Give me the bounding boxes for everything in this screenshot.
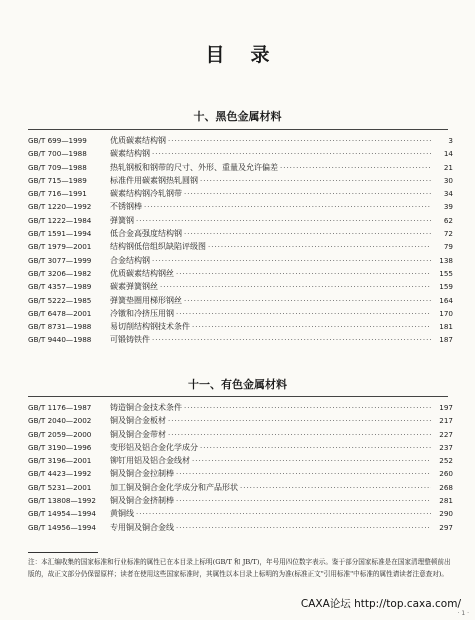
toc-entry — [28, 214, 453, 227]
standard-code: GB/T 9440—1988 — [28, 335, 92, 345]
dot-leader — [168, 135, 431, 148]
toc-entry — [28, 441, 453, 454]
standard-code: GB/T 5231—2001 — [28, 482, 92, 492]
entry-title: 碳素弹簧钢丝 — [110, 282, 158, 292]
entry-title: 铜及铜合金板材 — [110, 416, 166, 426]
toc-entry — [28, 320, 453, 333]
standard-code: GB/T 4423—1992 — [28, 469, 92, 479]
page-number: 138 — [439, 255, 453, 265]
toc-entry — [28, 147, 453, 160]
standard-code: GB/T 3206—1982 — [28, 268, 92, 278]
section-heading-ferrous: 十、黑色金属材料 — [193, 110, 282, 123]
dot-leader — [160, 281, 431, 294]
dot-leader — [168, 429, 431, 442]
page-number: 21 — [443, 162, 453, 172]
standard-code: GB/T 1979—2001 — [28, 242, 92, 252]
standard-code: GB/T 6478—2001 — [28, 308, 92, 318]
standard-code: GB/T 3077—1999 — [28, 255, 92, 265]
entry-title: 铜及铜合金拉制棒 — [110, 469, 174, 479]
entry-title: 冷镦和冷挤压用钢 — [110, 308, 174, 318]
entry-title: 合金结构钢 — [110, 255, 150, 265]
dot-leader — [152, 334, 431, 347]
page-number: 79 — [443, 242, 453, 252]
toc-entry — [28, 414, 453, 427]
dot-leader — [184, 188, 431, 201]
toc-entry — [28, 134, 453, 147]
toc-list-ferrous — [28, 134, 453, 347]
toc-entry — [28, 428, 453, 441]
entry-title: 铜及铜合金带材 — [110, 429, 166, 439]
page-number: 260 — [439, 469, 453, 479]
dot-leader — [240, 482, 431, 495]
entry-title: 优质碳素结构钢丝 — [110, 268, 174, 278]
dot-leader — [184, 295, 431, 308]
dot-leader — [168, 415, 431, 428]
entry-title: 黄铜线 — [110, 509, 134, 519]
dot-leader — [176, 468, 431, 481]
dot-leader — [192, 455, 431, 468]
page-number: 14 — [443, 149, 453, 159]
entry-title: 加工铜及铜合金化学成分和产品形状 — [110, 482, 238, 492]
section-rule-ferrous — [28, 129, 448, 130]
page-number: 155 — [439, 268, 453, 278]
section-rule-nonferrous — [28, 396, 448, 397]
standard-code: GB/T 1176—1987 — [28, 403, 92, 412]
standard-code: GB/T 5222—1985 — [28, 295, 92, 305]
toc-entry — [28, 494, 453, 507]
toc-entry — [28, 187, 453, 200]
toc-entry — [28, 401, 453, 414]
toc-entry — [28, 280, 453, 293]
toc-entry — [28, 240, 453, 253]
standard-code: GB/T 14956—1994 — [28, 522, 96, 532]
standard-code: GB/T 709—1988 — [28, 162, 87, 172]
toc-entry — [28, 174, 453, 187]
page-number: 268 — [439, 482, 453, 492]
dot-leader — [152, 148, 431, 161]
toc-entry — [28, 333, 453, 346]
toc-entry — [28, 267, 453, 280]
toc-list-nonferrous — [28, 401, 453, 534]
page-number: 252 — [439, 456, 453, 466]
page-number: 290 — [439, 509, 453, 519]
standard-code: GB/T 13808—1992 — [28, 496, 96, 506]
entry-title: 标准件用碳素钢热轧圆钢 — [110, 175, 198, 185]
standard-code: GB/T 2040—2002 — [28, 416, 92, 426]
toc-entry — [28, 307, 453, 320]
page-number: 39 — [443, 202, 453, 212]
footnote-rule — [28, 552, 98, 553]
toc-entry — [28, 507, 453, 520]
toc-entry — [28, 200, 453, 213]
toc-entry — [28, 254, 453, 267]
entry-title: 变形铝及铝合金化学成分 — [110, 442, 198, 452]
standard-code: GB/T 2059—2000 — [28, 429, 92, 439]
dot-leader — [184, 402, 431, 415]
dot-leader — [176, 522, 431, 535]
page-number: 227 — [439, 429, 453, 439]
standard-code: GB/T 1220—1992 — [28, 202, 92, 212]
page-number: 297 — [439, 522, 453, 532]
entry-title: 专用铜及铜合金线 — [110, 522, 174, 532]
dot-leader — [184, 228, 431, 241]
page-number: · 1 · — [457, 610, 469, 617]
dot-leader — [280, 162, 431, 175]
page-number: 62 — [443, 215, 453, 225]
entry-title: 结构钢低倍组织缺陷评级图 — [110, 242, 206, 252]
dot-leader — [200, 442, 431, 455]
page-number: 72 — [443, 229, 453, 239]
footnote: 注：本汇编收集的国家标准和行业标准的属性已在本目录上标明(GB/T 和 JB/T)，年号用四位数字表示。鉴于部分国家标准是在国家清理整顿前出版的，故正文部分仍保留原样；读者在使用这些国家标准时，其属性以本目录上标明的为准(标准正文"引用标准"中标准的属性请读者注意查对)。 — [28, 558, 451, 578]
standard-code: GB/T 715—1989 — [28, 175, 87, 185]
page-number: 187 — [439, 335, 453, 345]
entry-title: 碳素结构钢冷轧钢带 — [110, 189, 182, 199]
page-number: 3 — [448, 136, 453, 145]
dot-leader — [176, 308, 431, 321]
toc-entry — [28, 454, 453, 467]
toc-entry — [28, 481, 453, 494]
entry-title: 碳素结构钢 — [110, 149, 150, 159]
entry-title: 不锈钢棒 — [110, 202, 142, 212]
page-number: 159 — [439, 282, 453, 292]
entry-title: 易切削结构钢技术条件 — [110, 322, 190, 332]
toc-entry — [28, 294, 453, 307]
watermark: CAXA论坛 http://top.caxa.com/ — [300, 598, 461, 610]
page-number: 164 — [439, 295, 453, 305]
toc-entry — [28, 467, 453, 480]
section-heading-nonferrous: 十一、有色金属材料 — [188, 378, 287, 391]
dot-leader — [144, 201, 431, 214]
page-number: 170 — [439, 308, 453, 318]
toc-entry — [28, 227, 453, 240]
standard-code: GB/T 699—1999 — [28, 136, 87, 145]
entry-title: 弹簧垫圈用梯形钢丝 — [110, 295, 182, 305]
standard-code: GB/T 3190—1996 — [28, 442, 92, 452]
entry-title: 可锻铸铁件 — [110, 335, 150, 345]
page-number: 237 — [439, 442, 453, 452]
dot-leader — [136, 508, 431, 521]
standard-code: GB/T 4357—1989 — [28, 282, 92, 292]
standard-code: GB/T 14954—1994 — [28, 509, 96, 519]
page-number: 34 — [443, 189, 453, 199]
dot-leader — [176, 495, 431, 508]
entry-title: 弹簧钢 — [110, 215, 134, 225]
toc-entry — [28, 161, 453, 174]
dot-leader — [200, 175, 431, 188]
page-number: 181 — [439, 322, 453, 332]
toc-entry — [28, 521, 453, 534]
standard-code: GB/T 1591—1994 — [28, 229, 92, 239]
page-number: 30 — [443, 175, 453, 185]
page-number: 217 — [439, 416, 453, 426]
page-number: 197 — [439, 403, 453, 412]
entry-title: 铸造铜合金技术条件 — [110, 403, 182, 412]
entry-title: 热轧钢板和钢带的尺寸、外形、重量及允许偏差 — [110, 162, 278, 172]
dot-leader — [176, 268, 431, 281]
dot-leader — [152, 255, 431, 268]
standard-code: GB/T 8731—1988 — [28, 322, 92, 332]
standard-code: GB/T 1222—1984 — [28, 215, 92, 225]
page-title: 目录 — [205, 44, 296, 66]
standard-code: GB/T 716—1991 — [28, 189, 87, 199]
page-number: 281 — [439, 496, 453, 506]
entry-title: 低合金高强度结构钢 — [110, 229, 182, 239]
entry-title: 铆钉用铝及铝合金线材 — [110, 456, 190, 466]
dot-leader — [208, 241, 431, 254]
entry-title: 铜及铜合金挤制棒 — [110, 496, 174, 506]
entry-title: 优质碳素结构钢 — [110, 136, 166, 145]
standard-code: GB/T 700—1988 — [28, 149, 87, 159]
standard-code: GB/T 3196—2001 — [28, 456, 92, 466]
dot-leader — [192, 321, 431, 334]
dot-leader — [136, 215, 431, 228]
